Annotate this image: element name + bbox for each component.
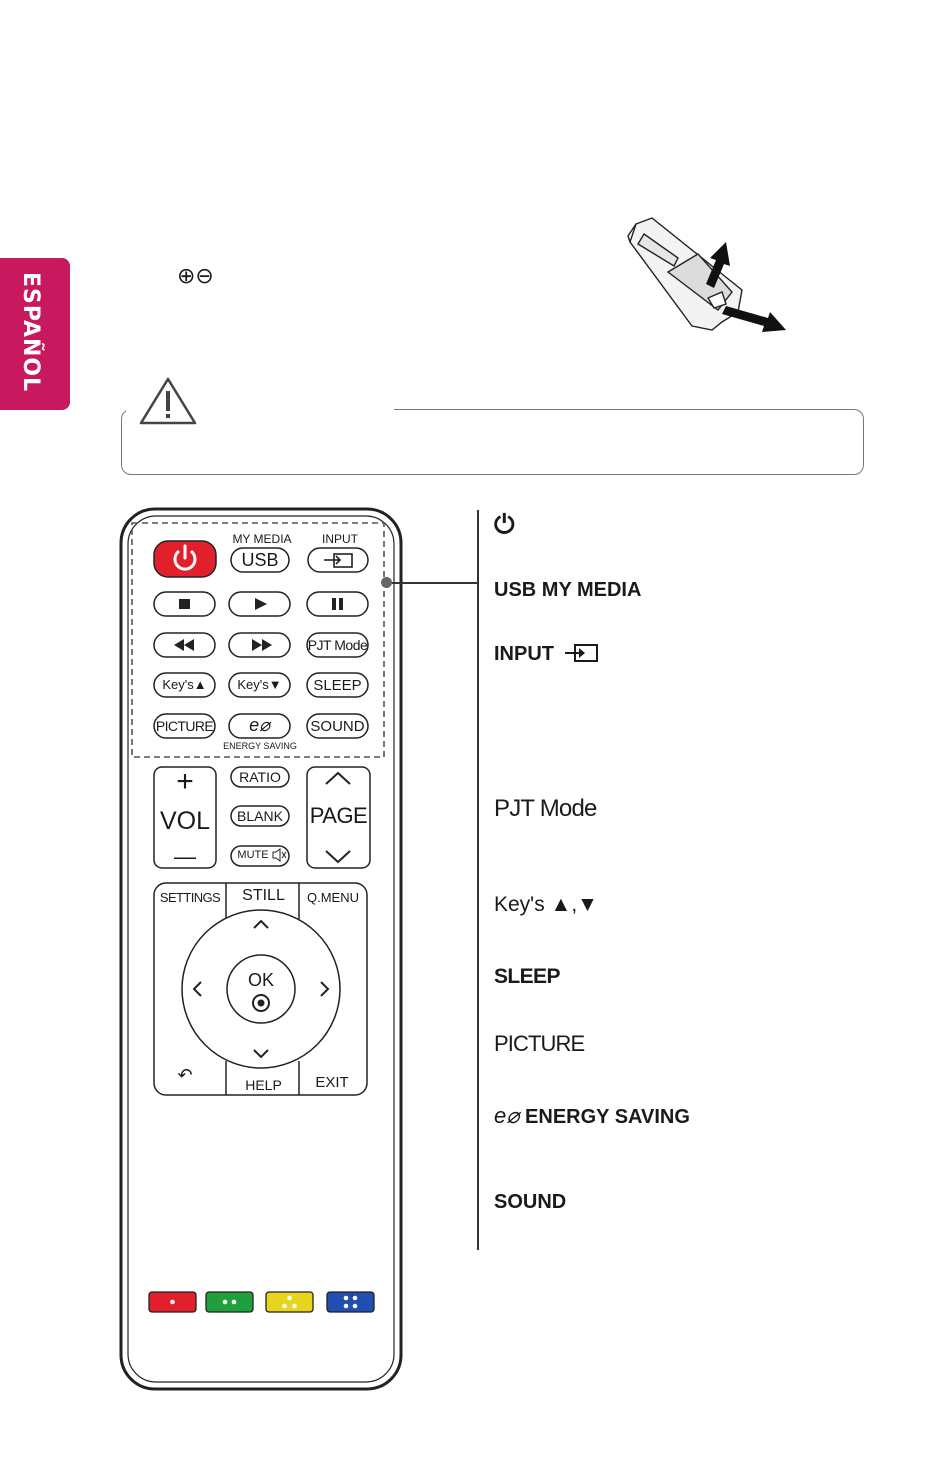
ok-button-label: OK (247, 970, 274, 990)
back-icon[interactable]: ↶ (177, 1065, 193, 1086)
blank-button-label: BLANK (237, 808, 283, 824)
list-picture: PICTURE (494, 1031, 585, 1056)
volume-label: VOL (159, 807, 211, 835)
picture-button-label: PICTURE (155, 718, 214, 734)
callout-connector (388, 582, 478, 584)
list-energy-saving-label: ENERGY SAVING (525, 1106, 690, 1128)
list-keys: Key's ▲,▼ (494, 893, 598, 916)
qmenu-button-label[interactable]: Q.MENU (307, 890, 359, 905)
caution-box (121, 409, 864, 475)
pause-button[interactable] (307, 592, 368, 616)
keys-down-button-label: Key's▼ (237, 677, 282, 692)
exit-button-label[interactable]: EXIT (315, 1074, 349, 1091)
callout-dot (381, 577, 392, 588)
list-sound: SOUND (494, 1191, 567, 1213)
my-media-caption: MY MEDIA (232, 532, 292, 546)
help-button-label[interactable]: HELP (245, 1077, 282, 1093)
page-label: PAGE (309, 803, 368, 828)
list-pjt-mode: PJT Mode (494, 795, 597, 822)
list-sleep: SLEEP (494, 965, 560, 988)
yellow-button[interactable] (266, 1292, 313, 1312)
energy-saving-icon: e⌀ (249, 715, 270, 735)
input-caption: INPUT (322, 532, 358, 546)
blue-button[interactable] (327, 1292, 374, 1312)
green-button[interactable] (206, 1292, 253, 1312)
list-power-icon: ⏻ (494, 510, 515, 540)
language-tab (0, 258, 70, 410)
list-usb-my-media: USB MY MEDIA (494, 579, 642, 601)
ratio-button-label: RATIO (239, 769, 281, 785)
volume-minus-symbol: — (174, 844, 196, 869)
language-tab-label: ESPAÑOL (18, 272, 43, 393)
sleep-button-label: SLEEP (313, 677, 362, 694)
list-energy-saving (494, 1103, 690, 1129)
battery-cover-illustration (622, 212, 792, 342)
list-input (494, 643, 600, 666)
energy-saving-icon: e⌀ (494, 1103, 520, 1128)
energy-saving-caption: ENERGY SAVING (223, 741, 297, 751)
keys-up-button-label: Key's▲ (162, 677, 207, 692)
input-icon (564, 643, 600, 663)
usb-button-label: USB (241, 550, 279, 570)
button-list-divider (477, 510, 479, 1250)
settings-button-label[interactable]: SETTINGS (159, 890, 221, 905)
volume-plus-symbol: + (176, 765, 194, 798)
list-input-label: INPUT (494, 643, 554, 665)
mute-button-label: MUTE (237, 849, 269, 861)
sound-button-label: SOUND (310, 718, 365, 735)
battery-polarity-symbols: ⊕⊖ (177, 264, 214, 289)
pjt-mode-button-label: PJT Mode (307, 637, 368, 653)
still-button-label[interactable]: STILL (242, 887, 285, 904)
warning-triangle-icon (138, 376, 198, 426)
